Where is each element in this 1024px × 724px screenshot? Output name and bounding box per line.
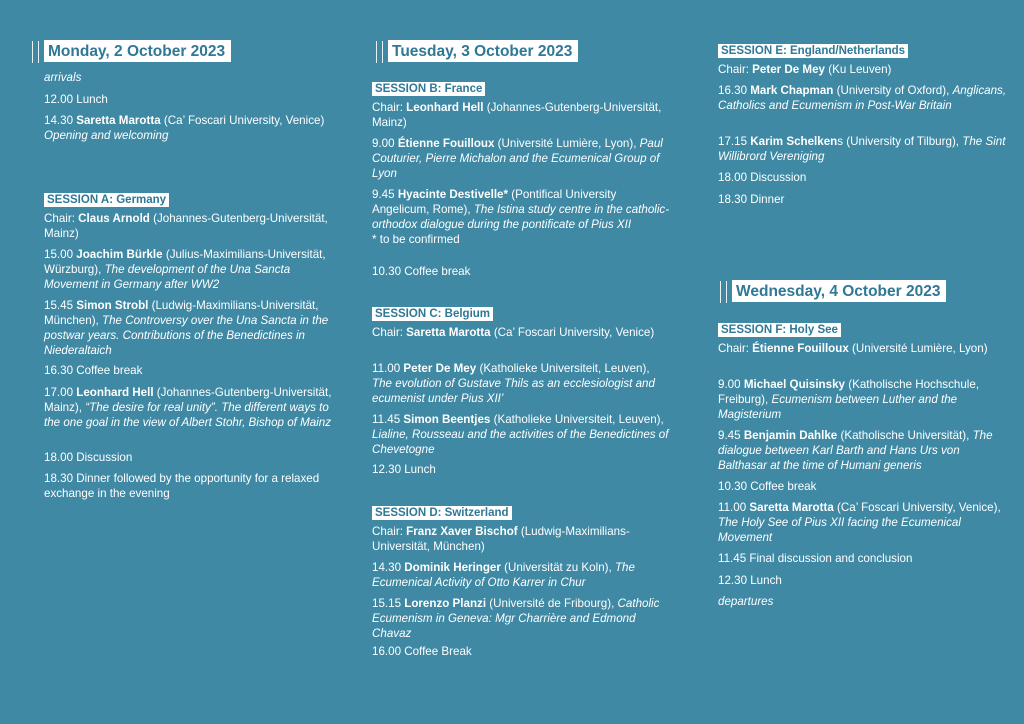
dinner-text: 18.30 Dinner xyxy=(718,193,785,206)
chair-name: Franz Xaver Bischof xyxy=(406,525,518,538)
talk-marotta xyxy=(718,500,1008,545)
session-c-chair xyxy=(372,325,672,340)
time: 14.30 xyxy=(372,561,402,574)
affiliation: (Pontifical University Angelicum, Rome), xyxy=(372,188,617,216)
talk-heringer xyxy=(372,560,672,590)
talk-title: The development of the Una Sancta Movement in Germany after WW2 xyxy=(44,263,291,291)
arrivals-item xyxy=(44,70,334,85)
speaker-name: Simon Strobl xyxy=(76,299,149,312)
speaker-name: Peter De Mey xyxy=(403,362,477,375)
session-d-chair xyxy=(372,524,672,554)
talk-beentjes xyxy=(372,412,672,457)
lunch-text: 12.30 Lunch xyxy=(718,574,782,587)
time: 16.30 xyxy=(718,84,748,97)
footnote: * to be confirmed xyxy=(372,233,460,246)
talk-title: Lialine, Rousseau and the activities of the Benedictines of Chevetogne xyxy=(372,428,669,456)
speaker-name: Lorenzo Planzi xyxy=(404,597,487,610)
lunch-item xyxy=(44,92,334,107)
coffee-text: 10.30 Coffee break xyxy=(718,480,817,493)
talk-fouilloux xyxy=(372,136,672,181)
event: Lunch xyxy=(76,93,108,106)
time: 15.45 xyxy=(44,299,74,312)
speaker-name: Michael Quisinsky xyxy=(743,378,845,391)
time: 9.00 xyxy=(718,378,741,391)
discussion xyxy=(44,450,334,465)
chair-prefix: Chair: xyxy=(372,525,403,538)
chair-name: Claus Arnold xyxy=(78,212,150,225)
lunch-text: 12.30 Lunch xyxy=(372,463,436,476)
discussion-text: 18.00 Discussion xyxy=(44,451,133,464)
chair-affiliation: (Ludwig-Maximilians-Universität, München) xyxy=(372,525,630,553)
talk-de-mey xyxy=(372,361,672,406)
talk-title: The Istina study centre in the catholic-orthodox dialogue during the pontificate of Pius XII xyxy=(372,203,670,231)
session-f-chair xyxy=(718,341,1008,356)
talk-title: Catholic Ecumenism in Geneva: Mgr Charrière and Edmond Chavaz xyxy=(372,597,660,640)
talk-quisinsky xyxy=(718,377,1008,422)
monday-title: Monday, 2 October 2023 xyxy=(44,40,231,62)
discussion xyxy=(718,170,1008,185)
affiliation: (Ca’ Foscari University, Venice) xyxy=(163,114,325,127)
affiliation: (Katholieke Universiteit, Leuven), xyxy=(479,362,650,375)
session-b-label: SESSION B: France xyxy=(372,82,485,96)
time: 11.45 xyxy=(372,413,401,426)
monday-header xyxy=(44,40,231,62)
talk-chapman xyxy=(718,83,1008,113)
speaker-name: Mark Chapman xyxy=(750,84,834,97)
talk-schelkens xyxy=(718,134,1008,164)
speaker-name: Benjamin Dahlke xyxy=(743,429,838,442)
affiliation: (Julius-Maximilians-Universität, Würzburg), xyxy=(44,248,326,276)
chair-affiliation: (Ca’ Foscari University, Venice) xyxy=(493,326,655,339)
session-e-chair xyxy=(718,62,1008,77)
speaker-name: Hyacinte Destivelle* xyxy=(397,188,509,201)
talk-title: The Controversy over the Una Sancta in the postwar years. Contributions of the Benedictines in Niederaltaich xyxy=(44,314,329,357)
opening-item xyxy=(44,113,334,143)
affiliation: (Université de Fribourg), xyxy=(489,597,615,610)
time: 17.15 xyxy=(718,135,748,148)
coffee-text: 16.30 Coffee break xyxy=(44,364,143,377)
affiliation: (University of Tilburg), xyxy=(846,135,960,148)
coffee-break xyxy=(372,644,672,659)
tuesday-title: Tuesday, 3 October 2023 xyxy=(388,40,578,62)
talk-title: Anglicans, Catholics and Ecumenism in Post-War Britain xyxy=(718,84,1007,112)
talk-destivelle xyxy=(372,187,672,247)
talk-hell xyxy=(44,385,334,430)
time: 17.00 xyxy=(44,386,74,399)
lunch xyxy=(718,573,1008,588)
time: 9.45 xyxy=(372,188,395,201)
coffee-break xyxy=(718,479,1008,494)
talk-title: The dialogue between Karl Barth and Hans Urs von Balthasar at the time of Humani generis xyxy=(718,429,993,472)
talk-dahlke xyxy=(718,428,1008,473)
session-e-label: SESSION E: England/Netherlands xyxy=(718,44,908,58)
chair-prefix: Chair: xyxy=(372,101,403,114)
session-a-label: SESSION A: Germany xyxy=(44,193,169,207)
session-c-label: SESSION C: Belgium xyxy=(372,307,493,321)
speaker-name: Saretta Marotta xyxy=(749,501,834,514)
chair-affiliation: (Université Lumière, Lyon) xyxy=(852,342,988,355)
chair-name: Peter De Mey xyxy=(752,63,825,76)
affiliation: (Ludwig-Maximilians-Universität, München), xyxy=(44,299,319,327)
chair-affiliation: (Ku Leuven) xyxy=(828,63,892,76)
affiliation: (Katholische Universität), xyxy=(840,429,970,442)
talk-title: “The desire for real unity”. The different ways to the one goal in the view of Albert Stohr, Bishop of Mainz xyxy=(44,401,332,429)
affiliation: (University of Oxford), xyxy=(836,84,950,97)
time: 9.45 xyxy=(718,429,741,442)
chair-name: Saretta Marotta xyxy=(406,326,491,339)
affiliation: (Universität zu Koln), xyxy=(504,561,612,574)
session-f-label: SESSION F: Holy See xyxy=(718,323,841,337)
departures-item xyxy=(718,594,1008,609)
talk-title: The evolution of Gustave Thils as an ecclesiologist and ecumenist under Pius XII’ xyxy=(372,377,655,405)
speaker-name: Leonhard Hell xyxy=(76,386,154,399)
speaker-name: Étienne Fouilloux xyxy=(397,137,495,150)
talk-title: The Sint Willibrord Vereniging xyxy=(718,135,1006,163)
dinner xyxy=(718,192,1008,207)
wednesday-title: Wednesday, 4 October 2023 xyxy=(732,280,946,302)
affiliation: (Katholische Hochschule, Freiburg), xyxy=(718,378,980,406)
coffee-text: 16.00 Coffee Break xyxy=(372,645,472,658)
session-b-chair xyxy=(372,100,672,130)
speaker-name: Saretta Marotta xyxy=(76,114,161,127)
time: 14.30 xyxy=(44,114,74,127)
chair-prefix: Chair: xyxy=(44,212,75,225)
coffee-break xyxy=(372,264,672,279)
chair-prefix: Chair: xyxy=(718,342,749,355)
speaker-name: Simon Beentjes xyxy=(403,413,491,426)
speaker-name: Karim Schelken xyxy=(750,135,838,148)
chair-name: Leonhard Hell xyxy=(406,101,484,114)
time: 15.15 xyxy=(372,597,402,610)
tuesday-header xyxy=(388,40,578,62)
dinner-text: 18.30 Dinner followed by the opportunity for a relaxed exchange in the evening xyxy=(44,472,320,500)
wednesday-header xyxy=(732,280,946,302)
arrivals-text: arrivals xyxy=(44,71,82,84)
talk-planzi xyxy=(372,596,672,641)
dinner xyxy=(44,471,334,501)
talk-burkle xyxy=(44,247,334,292)
time: 11.00 xyxy=(718,501,747,514)
discussion-text: 18.00 Discussion xyxy=(718,171,807,184)
chair-affiliation: (Johannes-Gutenberg-Universität, Mainz) xyxy=(44,212,328,240)
final-discussion xyxy=(718,551,1008,566)
talk-title: Opening and welcoming xyxy=(44,129,169,142)
departures-text: departures xyxy=(718,595,774,608)
speaker-name-suffix: s xyxy=(837,135,844,148)
affiliation: (Johannes-Gutenberg-Universität, Mainz), xyxy=(44,386,332,414)
session-d-label: SESSION D: Switzerland xyxy=(372,506,512,520)
talk-title: The Holy See of Pius XII facing the Ecumenical Movement xyxy=(718,516,961,544)
session-a-chair xyxy=(44,211,334,241)
affiliation: (Katholieke Universiteit, Leuven), xyxy=(493,413,664,426)
time: 11.00 xyxy=(372,362,401,375)
coffee-break xyxy=(44,363,334,378)
chair-prefix: Chair: xyxy=(372,326,403,339)
time: 12.00 xyxy=(44,93,74,106)
lunch xyxy=(372,462,672,477)
time: 9.00 xyxy=(372,137,395,150)
header-bars-decoration xyxy=(32,41,39,63)
chair-name: Étienne Fouilloux xyxy=(752,342,849,355)
talk-strobl xyxy=(44,298,334,358)
talk-title: Ecumenism between Luther and the Magisterium xyxy=(718,393,958,421)
time: 15.00 xyxy=(44,248,74,261)
header-bars-decoration xyxy=(720,281,727,303)
speaker-name: Joachim Bürkle xyxy=(76,248,163,261)
talk-title: The Ecumenical Activity of Otto Karrer in Chur xyxy=(372,561,635,589)
chair-affiliation: (Johannes-Gutenberg-Universität, Mainz) xyxy=(372,101,662,129)
header-bars-decoration xyxy=(376,41,383,63)
speaker-name: Dominik Heringer xyxy=(404,561,501,574)
chair-prefix: Chair: xyxy=(718,63,749,76)
talk-title: Paul Couturier, Pierre Michalon and the Ecumenical Group of Lyon xyxy=(372,137,663,180)
affiliation: (Ca’ Foscari University, Venice), xyxy=(837,501,1001,514)
coffee-text: 10.30 Coffee break xyxy=(372,265,471,278)
affiliation: (Université Lumière, Lyon), xyxy=(497,137,637,150)
final-text: 11.45 Final discussion and conclusion xyxy=(718,552,913,565)
